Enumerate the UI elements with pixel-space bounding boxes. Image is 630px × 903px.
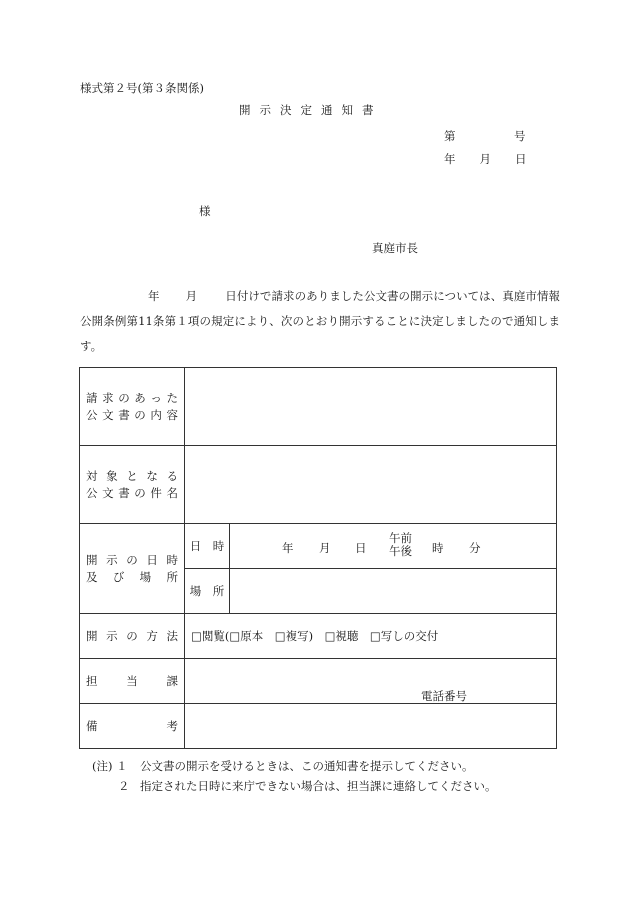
note-item-1: [92, 758, 474, 774]
datetime-place-label-line1: [86, 552, 178, 569]
am-pm-choice: [389, 532, 412, 558]
note-prefix: (注) １: [92, 759, 128, 773]
label-char: 開: [86, 628, 98, 643]
label-char: 名: [166, 485, 178, 500]
body-year: 年: [148, 289, 160, 303]
label-char: の: [126, 628, 138, 643]
requested-content-value[interactable]: [185, 368, 557, 446]
issue-date-month: 月: [479, 152, 491, 166]
label-char: っ: [150, 390, 162, 405]
label-char: 対: [86, 468, 98, 483]
label-char: 担: [86, 673, 98, 688]
issue-date-year: 年: [444, 152, 456, 166]
label-char: 備: [86, 718, 98, 733]
label-char: 書: [118, 407, 130, 422]
label-char: 考: [166, 718, 178, 733]
dt-year: 年: [282, 541, 294, 555]
am-label: 午前: [389, 531, 412, 545]
disclosure-method-label: [80, 614, 185, 659]
label-char: 公: [86, 485, 98, 500]
label-char: 日: [146, 552, 158, 567]
body-month: 月: [185, 289, 198, 303]
disclosure-table: [79, 367, 557, 749]
note-item-2: [118, 778, 497, 794]
requested-content-label: [80, 368, 185, 446]
label-char: の: [134, 407, 146, 422]
datetime-sublabel: 日 時: [185, 524, 230, 569]
datetime-value[interactable]: [230, 524, 557, 569]
notice-number-suffix: 号: [514, 129, 526, 143]
disclosure-method-label-text: [86, 628, 178, 645]
department-label: [80, 659, 185, 704]
label-char: の: [126, 552, 138, 567]
disclosure-datetime-place-label: [80, 524, 185, 614]
target-document-label-line1: [86, 468, 178, 485]
label-char: な: [146, 468, 158, 483]
department-label-text: [86, 673, 178, 690]
label-char: た: [166, 390, 178, 405]
target-document-value[interactable]: [185, 446, 557, 524]
label-char: 象: [106, 468, 118, 483]
place-value[interactable]: [230, 569, 557, 614]
dt-month: 月: [319, 541, 331, 555]
note-item-2-text: 指定された日時に来庁できない場合は、担当課に連絡してください。: [140, 779, 497, 793]
addressee-honorific: 様: [199, 204, 211, 218]
label-char: 法: [166, 628, 178, 643]
label-char: 文: [102, 485, 114, 500]
label-char: と: [126, 468, 138, 483]
remarks-label-text: [86, 718, 178, 735]
phone-number-label: 電話番号: [421, 689, 467, 703]
dt-minute: 分: [469, 541, 481, 555]
pm-label: 午後: [389, 544, 412, 558]
label-char: 求: [102, 390, 114, 405]
label-char: 示: [106, 552, 118, 567]
label-char: 請: [86, 390, 98, 405]
issue-date-day: 日: [515, 152, 527, 166]
place-sublabel: 場 所: [185, 569, 230, 614]
dt-day: 日: [355, 541, 367, 555]
label-char: 件: [150, 485, 162, 500]
label-char: 当: [126, 673, 138, 688]
note-item-2-number: ２: [118, 779, 130, 793]
label-char: 場: [139, 569, 152, 584]
label-char: 容: [166, 407, 178, 422]
label-char: 開: [86, 552, 98, 567]
label-char: 所: [166, 569, 178, 584]
label-char: あ: [134, 390, 146, 405]
remarks-label: [80, 704, 185, 749]
issuer-name: 真庭市長: [372, 241, 418, 255]
body-text: 日付けで請求のありました公文書の開示については、真庭市情報公開条例第11条第１項の規定により、次のとおり開示することに決定しましたので通知します。: [80, 289, 560, 353]
form-number-tag: 様式第２号(第３条関係): [80, 81, 204, 95]
label-char: の: [118, 390, 130, 405]
label-char: 課: [166, 673, 178, 688]
target-document-label: [80, 446, 185, 524]
label-char: 時: [166, 552, 178, 567]
datetime-place-label-line2: [86, 569, 178, 586]
note-item-1-text: 公文書の開示を受けるときは、この通知書を提示してください。: [140, 759, 474, 773]
department-value[interactable]: [185, 659, 557, 704]
issue-date: [444, 151, 527, 167]
label-char: 公: [86, 407, 98, 422]
label-char: 示: [106, 628, 118, 643]
document-title: 開示決定通知書: [239, 103, 383, 117]
dt-hour: 時: [432, 541, 444, 555]
label-char: の: [134, 485, 146, 500]
requested-content-label-line1: [86, 390, 178, 407]
requested-content-label-line2: [86, 407, 178, 424]
label-char: る: [166, 468, 178, 483]
label-char: び: [112, 569, 125, 584]
label-char: 文: [102, 407, 114, 422]
label-char: 書: [118, 485, 130, 500]
notice-body: [80, 284, 560, 359]
label-char: 方: [146, 628, 158, 643]
disclosure-method-options[interactable]: □閲覧(□原本 □複写) □視聴 □写しの交付: [185, 614, 557, 659]
label-char: 内: [150, 407, 162, 422]
notice-number-prefix: 第: [444, 129, 456, 143]
label-char: 及: [86, 569, 98, 584]
remarks-value[interactable]: [185, 704, 557, 749]
target-document-label-line2: [86, 485, 178, 502]
